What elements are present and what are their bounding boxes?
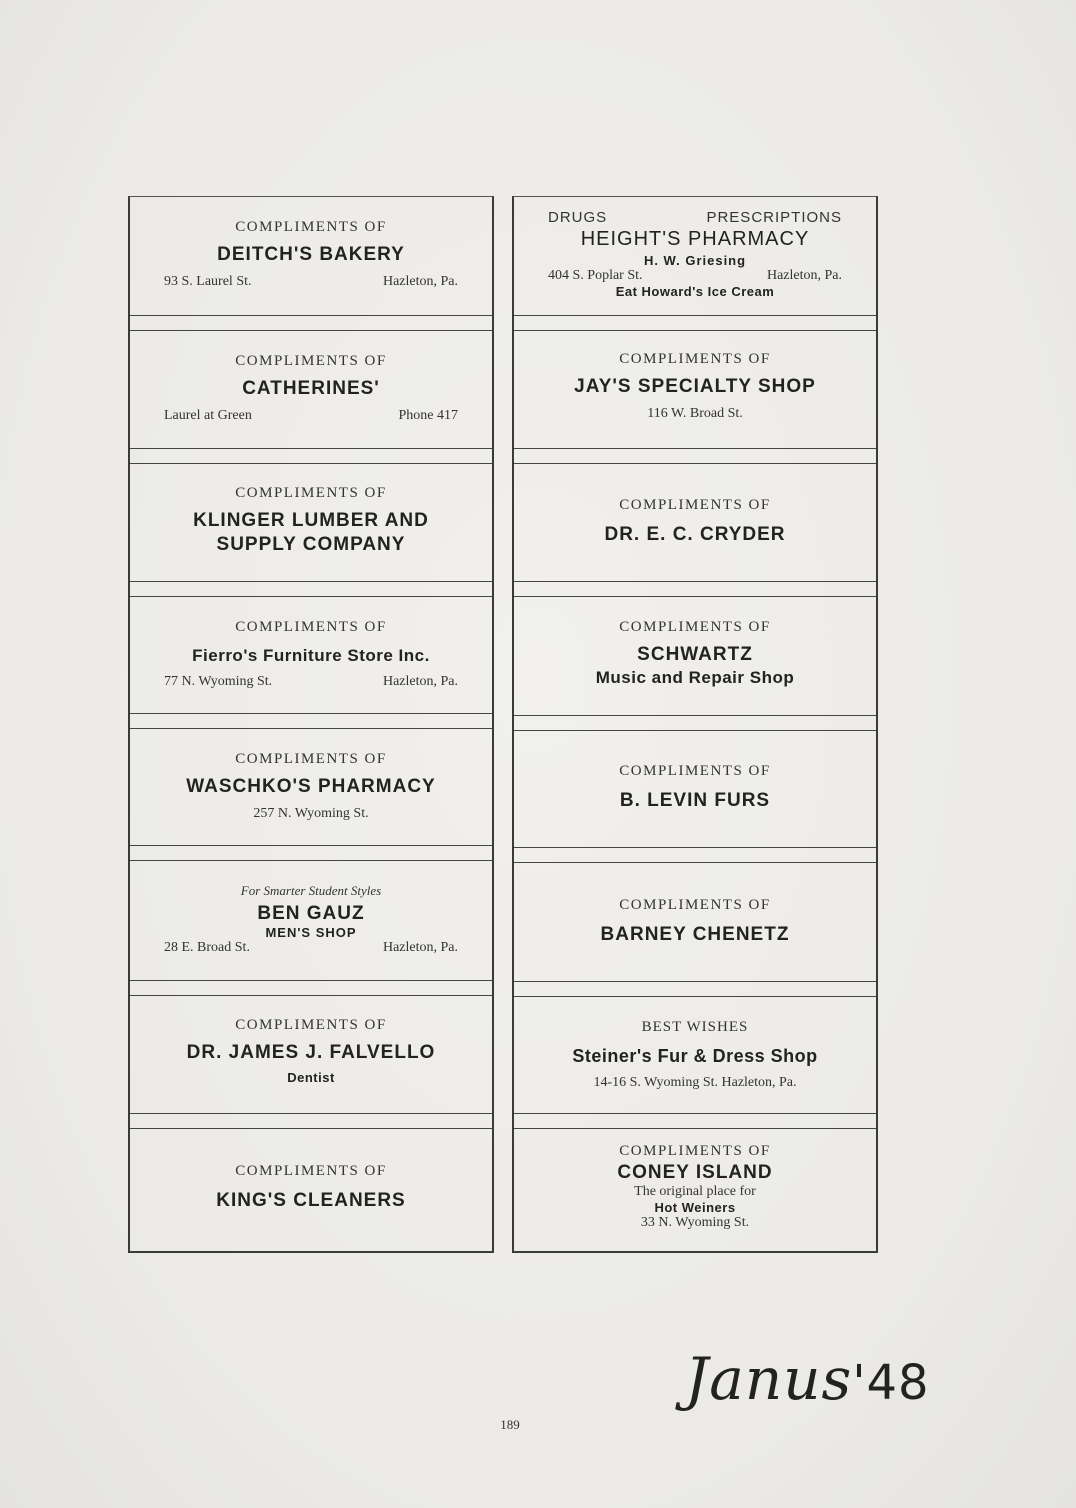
divider [514, 847, 876, 863]
divider [514, 581, 876, 597]
ad-address: 116 W. Broad St. [647, 406, 743, 421]
divider [514, 981, 876, 997]
ad-address [130, 274, 492, 290]
ad-address [514, 268, 876, 284]
ad-heading: BEST WISHES [641, 1019, 749, 1035]
ad-label-prescriptions: PRESCRIPTIONS [706, 209, 842, 226]
ad-heading: COMPLIMENTS OF [619, 497, 771, 513]
ad-heading: COMPLIMENTS OF [235, 1017, 387, 1033]
ad-barney-chenetz [514, 897, 876, 946]
ad-heading: COMPLIMENTS OF [235, 353, 387, 369]
ad-subtitle: MEN'S SHOP [265, 925, 357, 940]
signature-word: Janus [685, 1345, 853, 1413]
ad-catherines [130, 353, 492, 424]
ad-business-name: BEN GAUZ [257, 903, 365, 924]
ad-heading: COMPLIMENTS OF [235, 1163, 387, 1179]
divider [130, 845, 492, 861]
ad-business-name: BARNEY CHENETZ [600, 924, 790, 945]
ad-heading: COMPLIMENTS OF [619, 619, 771, 635]
ad-subtitle: Dentist [287, 1070, 335, 1085]
divider [130, 1113, 492, 1129]
ad-business-name: WASCHKO'S PHARMACY [186, 776, 436, 797]
ad-business-name: B. LEVIN FURS [619, 790, 771, 811]
ad-street: 77 N. Wyoming St. [164, 674, 273, 689]
ad-deitchs-bakery [130, 219, 492, 290]
ad-business-name: JAY'S SPECIALTY SHOP [574, 376, 816, 397]
ad-heading: COMPLIMENTS OF [235, 219, 387, 235]
divider [130, 448, 492, 464]
divider [514, 315, 876, 331]
ad-heading: COMPLIMENTS OF [619, 1143, 771, 1159]
ad-city: Hazleton, Pa. [382, 940, 458, 955]
divider [514, 448, 876, 464]
page-number: 189 [500, 1417, 520, 1432]
ad-heading: COMPLIMENTS OF [619, 763, 771, 779]
ad-heading: COMPLIMENTS OF [235, 751, 387, 767]
ad-schwartz [514, 619, 876, 688]
ad-subtitle: Music and Repair Shop [595, 668, 795, 687]
ad-address [130, 408, 492, 424]
ad-business-name-line2: SUPPLY COMPANY [216, 534, 406, 555]
ad-business-name: Steiner's Fur & Dress Shop [572, 1046, 818, 1066]
ad-business-name-line1: KLINGER LUMBER AND [193, 510, 429, 531]
janus-48-signature [685, 1345, 930, 1413]
ad-business-name: Fierro's Furniture Store Inc. [192, 646, 430, 665]
ad-city: Hazleton, Pa. [382, 274, 458, 289]
ad-business-name: DR. E. C. CRYDER [604, 524, 786, 545]
ad-phone: Phone 417 [398, 408, 458, 423]
ad-business-name: DEITCH'S BAKERY [217, 244, 405, 265]
divider [514, 715, 876, 731]
ad-kings-cleaners [130, 1163, 492, 1212]
ad-address [130, 940, 492, 956]
ad-label-drugs: DRUGS [548, 209, 608, 226]
ad-street: 93 S. Laurel St. [164, 274, 252, 289]
divider [130, 713, 492, 729]
ad-street: Laurel at Green [164, 408, 252, 423]
ad-dr-cryder [514, 497, 876, 546]
ad-heading: COMPLIMENTS OF [619, 897, 771, 913]
ad-line1: The original place for [634, 1184, 756, 1199]
ad-waschkos-pharmacy [130, 751, 492, 822]
divider [514, 1113, 876, 1129]
ad-heading: COMPLIMENTS OF [235, 619, 387, 635]
ad-klinger-lumber [130, 485, 492, 556]
divider [130, 581, 492, 597]
divider [130, 315, 492, 331]
ad-jays-specialty-shop [514, 351, 876, 422]
ad-business-name: DR. JAMES J. FALVELLO [186, 1042, 436, 1063]
ad-heading: COMPLIMENTS OF [235, 485, 387, 501]
ad-city: Hazleton, Pa. [766, 268, 842, 283]
ad-b-levin-furs [514, 763, 876, 812]
ad-heights-pharmacy [514, 209, 876, 299]
ad-address [130, 674, 492, 690]
ad-top-line [514, 209, 876, 226]
ad-heading: COMPLIMENTS OF [619, 351, 771, 367]
ad-business-name: CATHERINES' [242, 378, 380, 399]
ad-city: Hazleton, Pa. [382, 674, 458, 689]
ad-dr-falvello [130, 1017, 492, 1085]
signature-year: '48 [852, 1355, 930, 1411]
ad-tagline: For Smarter Student Styles [240, 883, 382, 898]
ad-business-name: HEIGHT'S PHARMACY [580, 228, 810, 250]
ad-steiners-fur-dress [514, 1019, 876, 1091]
ad-business-name: KING'S CLEANERS [216, 1190, 406, 1211]
ad-address: 257 N. Wyoming St. [253, 806, 369, 821]
ad-coney-island [514, 1143, 876, 1231]
ad-ben-gauz [130, 883, 492, 956]
ads-column-left [128, 196, 494, 1253]
ad-street: 28 E. Broad St. [164, 940, 250, 955]
ad-line2: Hot Weiners [654, 1200, 736, 1215]
divider [130, 980, 492, 996]
ad-business-name: CONEY ISLAND [617, 1162, 773, 1183]
ad-address: 33 N. Wyoming St. [640, 1215, 750, 1230]
ad-business-name: SCHWARTZ [637, 644, 753, 665]
ad-proprietor: H. W. Griesing [643, 253, 747, 268]
ad-address: 14-16 S. Wyoming St. Hazleton, Pa. [593, 1075, 797, 1090]
ad-extra: Eat Howard's Ice Cream [615, 284, 775, 299]
ad-fierros-furniture [130, 619, 492, 690]
ads-column-right [512, 196, 878, 1253]
ad-street: 404 S. Poplar St. [548, 268, 643, 283]
